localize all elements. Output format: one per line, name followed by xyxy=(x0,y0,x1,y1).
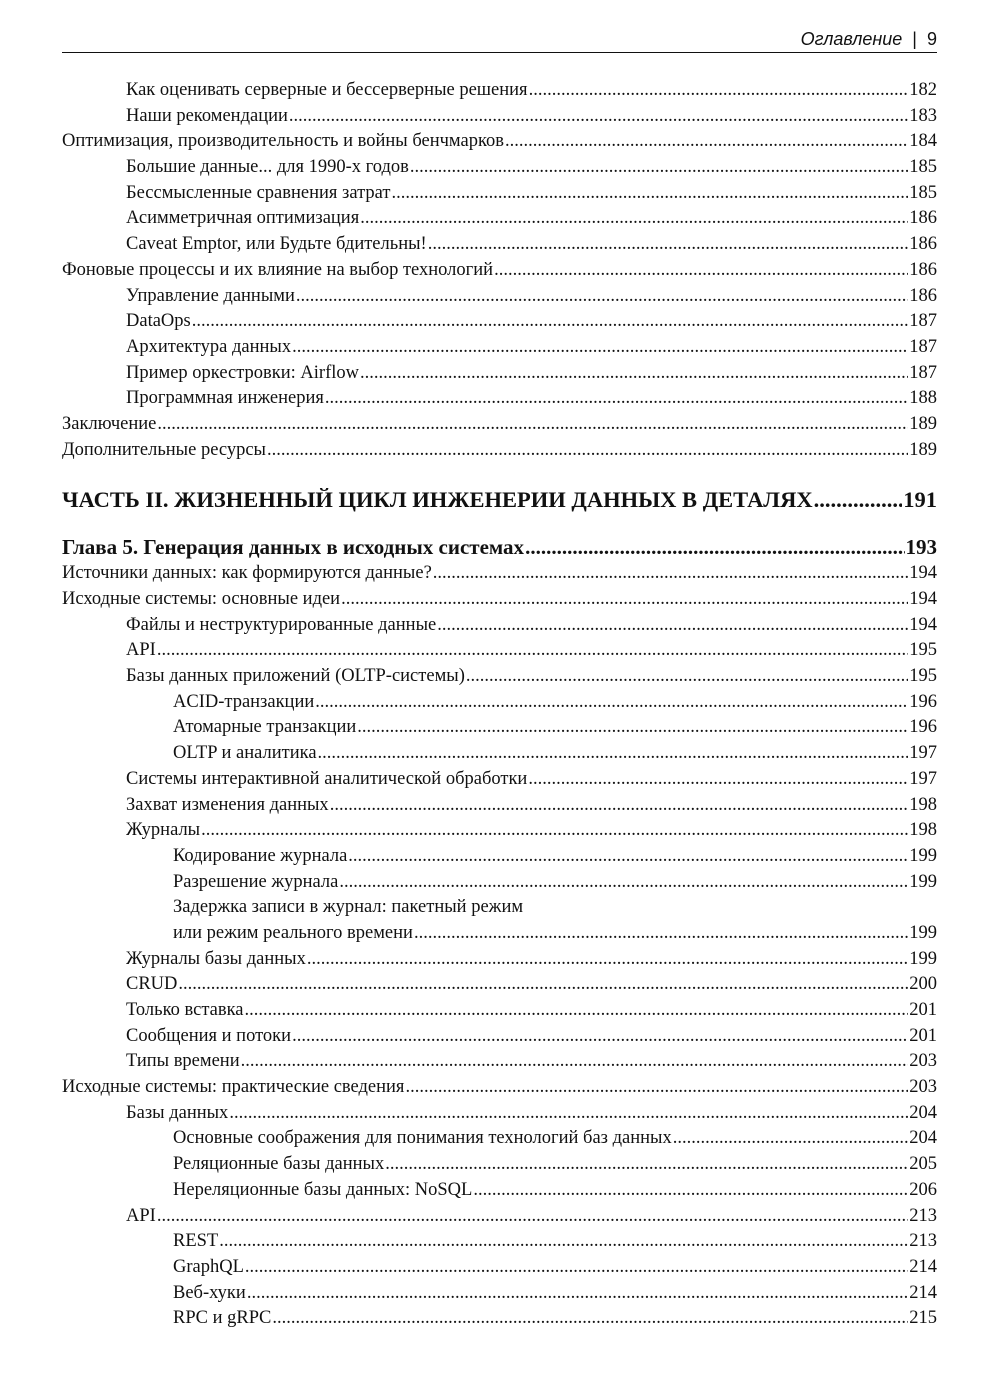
toc-entry-title: REST xyxy=(173,1231,219,1252)
dot-leader xyxy=(525,533,904,561)
toc-entry xyxy=(62,438,937,464)
toc-entry xyxy=(62,309,937,335)
toc-entry xyxy=(62,232,937,258)
dot-leader xyxy=(814,485,903,515)
dot-leader xyxy=(360,206,908,232)
toc-entry-page: 189 xyxy=(909,413,937,434)
toc-entry-page: 197 xyxy=(909,768,937,789)
toc-entry-page: 199 xyxy=(909,845,937,866)
toc-entry-page: 182 xyxy=(909,80,937,100)
toc-entry-page: 201 xyxy=(909,1000,937,1020)
toc-entry-title: Источники данных: как формируются данные? xyxy=(62,563,432,584)
chapter-page: 193 xyxy=(905,535,937,560)
toc-entry-page: 194 xyxy=(909,589,937,609)
toc-entry xyxy=(62,715,937,741)
toc-entry-title: Захват изменения данных xyxy=(126,794,329,815)
toc-entry xyxy=(62,998,937,1024)
dot-leader xyxy=(325,386,908,412)
toc-entry xyxy=(62,561,937,587)
dot-leader xyxy=(241,1049,909,1075)
toc-entry-title: RPC и gRPC xyxy=(173,1308,272,1329)
toc-entry-title: Кодирование журнала xyxy=(173,845,348,866)
dot-leader xyxy=(428,232,909,258)
toc-entry-title: Атомарные транзакции xyxy=(173,717,357,738)
part-page: 191 xyxy=(903,487,937,513)
dot-leader xyxy=(385,1152,908,1178)
toc-entry-title: Веб-хуки xyxy=(173,1282,246,1303)
toc-entry-title: Оптимизация, производительность и войны бенчмарков xyxy=(62,131,505,152)
toc-entry-page: 200 xyxy=(909,974,937,995)
toc-entry-page: 185 xyxy=(909,182,937,203)
dot-leader xyxy=(473,1178,908,1204)
toc-entry-title: Системы интерактивной аналитической обработки xyxy=(126,768,528,789)
dot-leader xyxy=(247,1281,908,1307)
toc-entry-page: 194 xyxy=(909,563,937,584)
toc-entry xyxy=(62,1178,937,1204)
toc-entry-title: Основные соображения для понимания технологий баз данных xyxy=(173,1128,672,1149)
toc-entry-page: 194 xyxy=(909,614,937,635)
dot-leader xyxy=(410,155,908,181)
toc-entry-page: 197 xyxy=(909,743,937,764)
toc-entry-title: Бессмысленные сравнения затрат xyxy=(126,182,391,203)
toc-entry xyxy=(62,1152,937,1178)
dot-leader xyxy=(341,587,908,613)
toc-entry-page: 199 xyxy=(909,922,937,943)
toc-entry xyxy=(62,638,937,664)
toc-entry-page: 213 xyxy=(909,1231,937,1252)
toc-entry-page: 206 xyxy=(909,1179,937,1200)
header-separator: | xyxy=(912,29,917,49)
toc-entry-page: 186 xyxy=(909,285,937,306)
toc-entry xyxy=(62,587,937,613)
toc-entry-page: 213 xyxy=(909,1205,937,1226)
dot-leader xyxy=(505,129,908,155)
toc-entry-title: Программная инженерия xyxy=(126,388,324,409)
toc-entry xyxy=(62,844,937,870)
toc-entry-title: ACID-транзакции xyxy=(173,691,315,712)
toc-entry xyxy=(62,870,937,896)
toc-entry-page: 215 xyxy=(909,1308,937,1329)
toc-entry xyxy=(62,1255,937,1281)
toc-entry xyxy=(62,129,937,155)
toc-entry-page: 214 xyxy=(909,1256,937,1277)
toc-entry xyxy=(62,1126,937,1152)
toc-entry-page: 204 xyxy=(909,1128,937,1149)
toc-entry xyxy=(62,818,937,844)
toc-entry-title: Журналы xyxy=(126,820,201,841)
toc-entry-page: 186 xyxy=(909,234,937,255)
toc-entry-page: 187 xyxy=(909,336,937,357)
toc-entry-title: Заключение xyxy=(62,413,157,434)
dot-leader xyxy=(289,104,908,130)
toc-entry-page: 199 xyxy=(909,948,937,969)
toc-entry-page: 196 xyxy=(909,717,937,738)
toc-entry xyxy=(62,1229,937,1255)
toc-entry xyxy=(62,1024,937,1050)
toc-entry-page: 203 xyxy=(909,1077,937,1098)
toc-entry-title: DataOps xyxy=(126,311,191,332)
dot-leader xyxy=(267,438,908,464)
toc-entry-page: 195 xyxy=(909,666,937,687)
dot-leader xyxy=(192,309,909,335)
running-header xyxy=(62,28,937,53)
toc-entry xyxy=(62,1281,937,1307)
toc-entry-title: Только вставка xyxy=(126,1000,244,1020)
toc-entry xyxy=(62,972,937,998)
dot-leader xyxy=(318,741,909,767)
toc-entry-title: Разрешение журнала xyxy=(173,871,339,892)
dot-leader xyxy=(157,638,908,664)
toc-entry-title: Типы времени xyxy=(126,1051,240,1072)
toc-entry-page: 183 xyxy=(909,105,937,126)
chapter-heading xyxy=(62,533,937,561)
toc-entry xyxy=(62,613,937,639)
toc-entry-page: 201 xyxy=(909,1025,937,1046)
toc-entry xyxy=(62,386,937,412)
toc-entry-title: OLTP и аналитика xyxy=(173,743,317,764)
part-heading xyxy=(62,485,937,515)
toc-entry-title: Как оценивать серверные и бессерверные решения xyxy=(126,80,528,100)
toc-entry-title: Базы данных приложений (OLTP-системы) xyxy=(126,666,465,687)
toc-entry xyxy=(62,664,937,690)
dot-leader xyxy=(529,78,909,104)
toc-entry xyxy=(62,181,937,207)
toc-entry-title: Сообщения и потоки xyxy=(126,1025,292,1046)
toc-entry-page: 187 xyxy=(909,311,937,332)
dot-leader xyxy=(391,181,908,207)
dot-leader xyxy=(307,947,908,973)
table-of-contents xyxy=(62,78,937,1332)
toc-entry xyxy=(62,767,937,793)
toc-entry-title: Большие данные... для 1990-х годов xyxy=(126,157,409,178)
toc-entry xyxy=(62,1101,937,1127)
toc-entry-title: или режим реального времени xyxy=(173,922,413,943)
toc-entry-page: 198 xyxy=(909,820,937,841)
dot-leader xyxy=(219,1229,908,1255)
toc-entry-page: 195 xyxy=(909,640,937,661)
dot-leader xyxy=(292,1024,908,1050)
toc-entry-page: 186 xyxy=(909,259,937,280)
toc-entry-title-first-line: Задержка записи в журнал: пакетный режим xyxy=(173,897,524,918)
toc-entry xyxy=(62,1204,937,1230)
dot-leader xyxy=(292,335,908,361)
toc-entry-page: 205 xyxy=(909,1154,937,1175)
toc-entry xyxy=(62,1075,937,1101)
dot-leader xyxy=(157,412,908,438)
toc-entry-title: GraphQL xyxy=(173,1256,244,1277)
toc-entry xyxy=(62,1049,937,1075)
toc-entry xyxy=(62,206,937,232)
dot-leader xyxy=(348,844,908,870)
dot-leader xyxy=(360,361,908,387)
toc-entry xyxy=(62,361,937,387)
toc-entry-title: Caveat Emptor, или Будьте бдительны! xyxy=(126,234,427,255)
dot-leader xyxy=(405,1075,908,1101)
dot-leader xyxy=(201,818,908,844)
toc-entry xyxy=(62,741,937,767)
toc-entry-page: 204 xyxy=(909,1102,937,1123)
toc-entry-page: 198 xyxy=(909,794,937,815)
dot-leader xyxy=(466,664,908,690)
toc-entry xyxy=(62,284,937,310)
toc-entry-page: 185 xyxy=(909,157,937,178)
toc-entry-title: Исходные системы: практические сведения xyxy=(62,1077,405,1098)
toc-entry-title: Пример оркестровки: Airflow xyxy=(126,362,359,383)
toc-entry-title: Нереляционные базы данных: NoSQL xyxy=(173,1179,473,1200)
dot-leader xyxy=(330,793,909,819)
dot-leader xyxy=(433,561,908,587)
dot-leader xyxy=(245,1255,908,1281)
dot-leader xyxy=(229,1101,908,1127)
toc-entry-page: 199 xyxy=(909,871,937,892)
chapter-title: Глава 5. Генерация данных в исходных системах xyxy=(62,535,525,560)
toc-entry-title: Журналы базы данных xyxy=(126,948,306,969)
toc-entry-page: 187 xyxy=(909,362,937,383)
toc-entry-title: API xyxy=(126,640,156,661)
toc-entry xyxy=(62,335,937,361)
toc-entry xyxy=(62,78,937,104)
toc-entry-title: Реляционные базы данных xyxy=(173,1154,385,1175)
toc-entry-page: 186 xyxy=(909,208,937,229)
dot-leader xyxy=(494,258,908,284)
dot-leader xyxy=(315,690,908,716)
toc-entry xyxy=(62,1306,937,1332)
toc-entry xyxy=(62,258,937,284)
dot-leader xyxy=(245,998,909,1024)
part-title: ЧАСТЬ II. ЖИЗНЕННЫЙ ЦИКЛ ИНЖЕНЕРИИ ДАННЫХ В ДЕТАЛЯХ xyxy=(62,487,813,513)
toc-entry-page: 189 xyxy=(909,439,937,460)
toc-entry xyxy=(62,412,937,438)
dot-leader xyxy=(296,284,908,310)
dot-leader xyxy=(272,1306,908,1332)
toc-entry xyxy=(62,947,937,973)
toc-entry xyxy=(62,155,937,181)
toc-entry-title: Асимметричная оптимизация xyxy=(126,208,360,229)
header-page-number: 9 xyxy=(926,29,937,49)
toc-entry-title: API xyxy=(126,1205,156,1226)
header-section-title: Оглавление xyxy=(800,29,903,49)
toc-entry xyxy=(62,793,937,819)
toc-entry-page: 196 xyxy=(909,691,937,712)
toc-entry-title: CRUD xyxy=(126,974,178,995)
dot-leader xyxy=(357,715,908,741)
toc-entry-page: 188 xyxy=(909,388,937,409)
toc-entry-title: Дополнительные ресурсы xyxy=(62,439,266,460)
toc-entry-title: Исходные системы: основные идеи xyxy=(62,589,341,609)
dot-leader xyxy=(157,1204,908,1230)
toc-entry-title: Архитектура данных xyxy=(126,336,292,357)
toc-entry-page: 184 xyxy=(909,131,937,152)
toc-entry-page: 214 xyxy=(909,1282,937,1303)
toc-entry xyxy=(62,690,937,716)
toc-entry-title: Базы данных xyxy=(126,1102,229,1123)
dot-leader xyxy=(528,767,908,793)
toc-entry-title: Наши рекомендации xyxy=(126,105,288,126)
toc-entry-title: Файлы и неструктурированные данные xyxy=(126,614,437,635)
dot-leader xyxy=(673,1126,909,1152)
dot-leader xyxy=(437,613,908,639)
dot-leader xyxy=(414,921,908,947)
toc-entry-title: Управление данными xyxy=(126,285,295,306)
toc-entry-title: Фоновые процессы и их влияние на выбор технологий xyxy=(62,259,494,280)
toc-entry xyxy=(62,104,937,130)
dot-leader xyxy=(339,870,908,896)
toc-entry-page: 203 xyxy=(909,1051,937,1072)
toc-entry xyxy=(62,921,937,947)
dot-leader xyxy=(178,972,908,998)
